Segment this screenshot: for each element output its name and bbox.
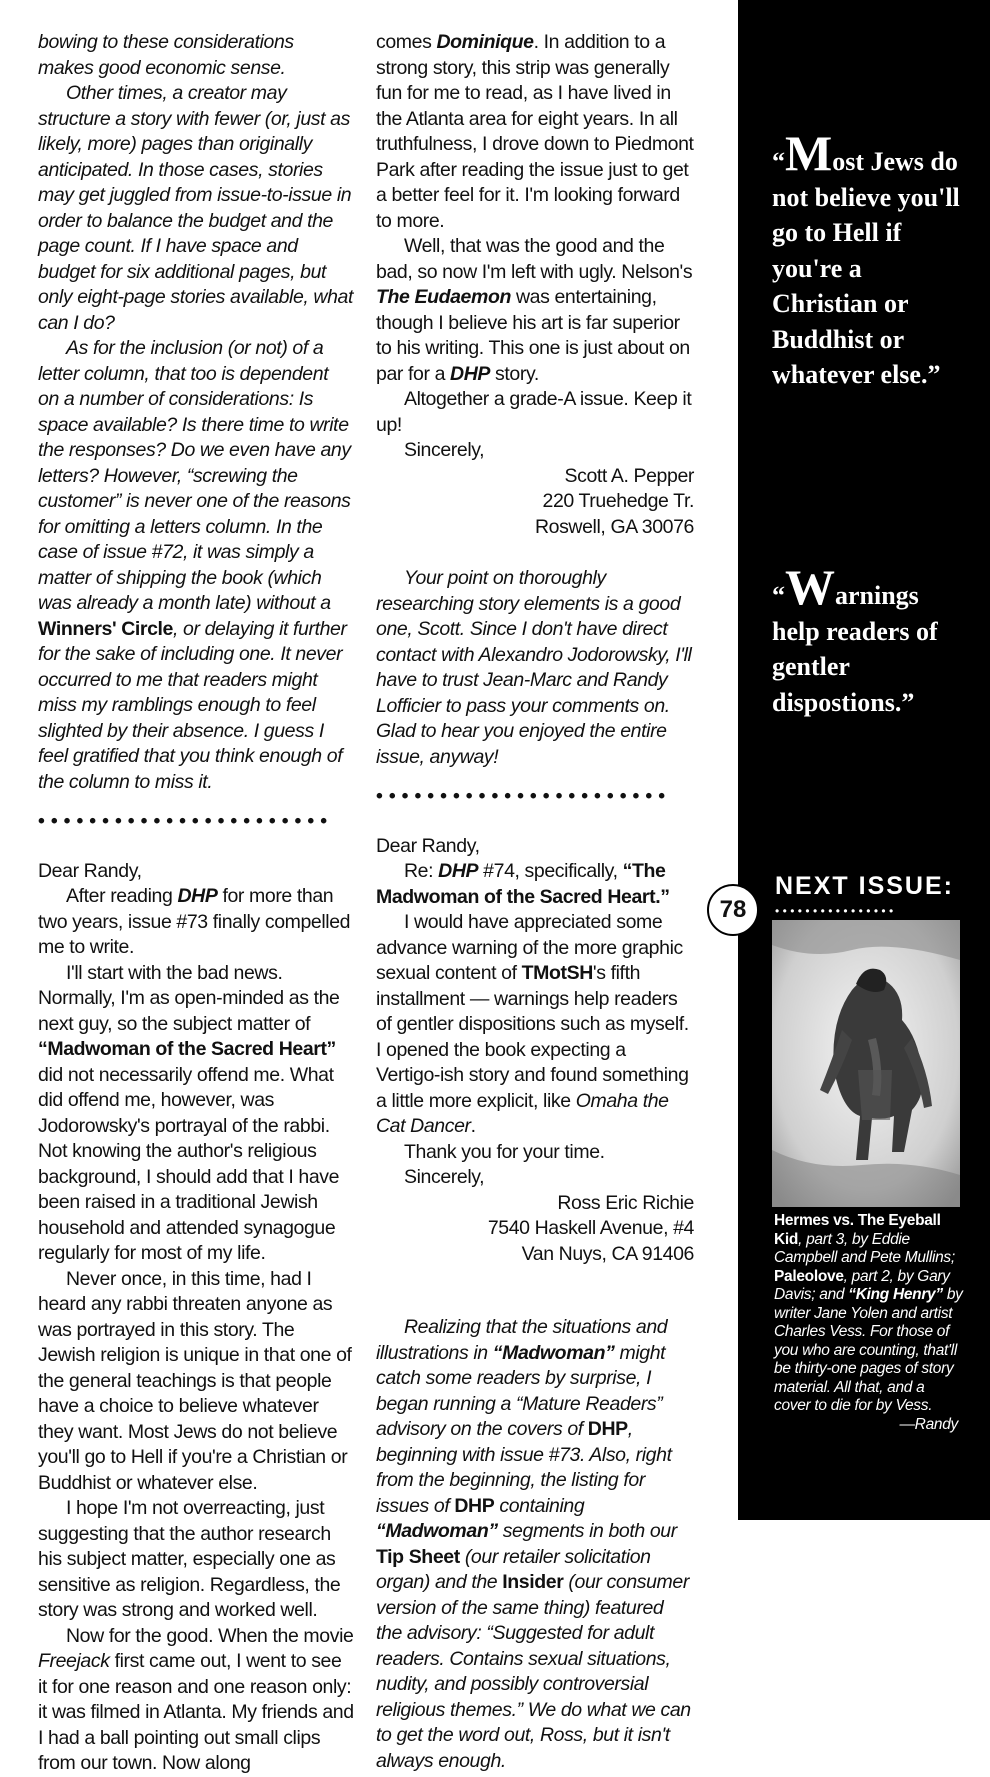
pull-quote-1: “Most Jews do not believe you'll go to Hell if you're a Christian or Buddhist or whatever else.” bbox=[772, 125, 960, 389]
intro-paragraph: bowing to these considerations makes good economic sense. bbox=[38, 31, 294, 79]
page-number: 78 bbox=[707, 884, 759, 936]
cover-illustration bbox=[772, 920, 960, 1207]
letter2-re: Re: DHP #74, specifically, “The Madwoman of the Sacred Heart.” bbox=[376, 860, 670, 908]
next-issue-signature: —Randy bbox=[899, 1415, 958, 1433]
letter1-paragraph: Now for the good. When the movie Freejack first came out, I went to see it for one reason and one reason only: it was filmed in Atlanta. My friends and I had a ball pointing out small clips from our town. Now along bbox=[38, 1624, 354, 1774]
next-issue-cover-image bbox=[772, 920, 960, 1207]
letter1-continued: comes Dominique. In addition to a strong story, this strip was generally fun for me to read, as I have lived in the Atlanta area for eight years. In all truthfulness, I drove down to Piedmont Park after reading the issue just to get a better feel for it. I'm looking forward to more. bbox=[376, 31, 694, 232]
letter2-address: Van Nuys, CA 91406 bbox=[521, 1242, 694, 1265]
letter1-continued: Well, that was the good and the bad, so now I'm left with ugly. Nelson's The Eudaemon was entertaining, though I believe his art is far superior to his writing. This one is just about on par for a DHP story. bbox=[376, 235, 693, 385]
letter1-continued: Altogether a grade-A issue. Keep it up! bbox=[376, 388, 692, 436]
letter1-paragraph: Never once, in this time, had I heard any rabbi threaten anyone as was portrayed in this story. The Jewish religion is unique in that one of the general teachings is that people have a choice to believe whatever they want. Most Jews do not believe you'll go to Hell if you're a Christian or Buddhist or whatever else. bbox=[38, 1267, 352, 1494]
letter1-paragraph: I'll start with the bad news. Normally, I'm as open-minded as the next guy, so the subject matter of “Madwoman of the Sacred Heart” did not necessarily offend me. What did offend me, however, was Jodorowsky's portrayal of the rabbi. Not knowing the author's religious background, I should add that I have been raised in a traditional Jewish household and attended synagogue regularly for most of my life. bbox=[38, 961, 340, 1264]
winners-circle-title: Winners' Circle bbox=[38, 617, 174, 640]
letter2-closing: Sincerely, bbox=[404, 1166, 485, 1188]
letter2-address: 7540 Haskell Avenue, #4 bbox=[487, 1217, 694, 1239]
letter2-signature: Ross Eric Richie bbox=[557, 1191, 694, 1214]
column-middle bbox=[376, 30, 694, 1774]
next-issue-heading: NEXT ISSUE: bbox=[775, 872, 954, 900]
letter2-paragraph: Thank you for your time. bbox=[404, 1140, 605, 1163]
letter1-paragraph: I hope I'm not overreacting, just suggesting that the author research his subject matter, especially one as sensitive as religion. Regardless, the story was strong and worked well. bbox=[38, 1497, 341, 1621]
intro-paragraph: As for the inclusion (or not) of a letter column, that too is dependent on a number of considerations: Is space available? Is there time to write the responses? Do we even have any letters? However, “screwing the customer” is never one of the reasons for omitting a letters column. In the case of issue #72, it was simply a matter of shipping the book (which was already a month late) without a Winners' Circle, or delaying it further for the sake of including one. It never occurred to me that readers might miss my ramblings enough to feel slighted by their absence. I guess I feel gratified that you think enough of the column to miss it. bbox=[38, 337, 351, 793]
pull-quote-2: “Warnings help readers of gentler dispostions.” bbox=[772, 559, 938, 717]
letter1-signature: Scott A. Pepper bbox=[564, 464, 694, 487]
next-issue-divider: •••••••••••••••• bbox=[775, 904, 897, 918]
editor-reply-1: Your point on thoroughly researching story elements is a good one, Scott. Since I don't have direct contact with Alexandro Jodorowsky, I'll have to trust Jean-Marc and Randy Lofficier to pass your comments on. Glad to hear you enjoyed the entire issue, anyway! bbox=[376, 567, 692, 768]
letter1-salutation: Dear Randy, bbox=[38, 859, 142, 882]
letter1-paragraph: After reading DHP for more than two years, issue #73 finally compelled me to write. bbox=[38, 885, 351, 958]
letter1-address: 220 Truehedge Tr. bbox=[542, 490, 694, 512]
next-issue-body: Hermes vs. The Eyeball Kid, part 3, by Eddie Campbell and Pete Mullins; Paleolove, part 2, by Gary Davis; and “King Henry” by writer Jane Yolen and artist Charles Vess. For those of you who are counting, that'll be thirty-one pages of story material. All that, and a cover to die for by Vess. bbox=[774, 1212, 963, 1414]
letter1-address: Roswell, GA 30076 bbox=[534, 515, 694, 538]
next-issue-description bbox=[774, 1212, 964, 1434]
letter2-salutation: Dear Randy, bbox=[376, 834, 480, 857]
letter2-paragraph: I would have appreciated some advance warning of the more graphic sexual content of TMotSH's fifth installment — warnings help readers of gentler dispositions such as myself. I opened the book expecting a Vertigo-ish story and found something a little more explicit, like Omaha the Cat Dancer. bbox=[376, 911, 689, 1137]
editor-reply-2: Realizing that the situations and illustrations in “Madwoman” might catch some readers by surprise, I began running a “Mature Readers” advisory on the covers of DHP, beginning with issue #73. Also, right from the beginning, the listing for issues of DHP containing “Madwoman” segments in both our Tip Sheet (our retailer solicitation organ) and the Insider (our consumer version of the same thing) featured the advisory: “Suggested for adult readers. Contains sexual situations, nudity, and possibly controversial religious themes.” We do what we can to get the word out, Ross, but it isn't always enough. bbox=[376, 1316, 691, 1772]
letter1-closing: Sincerely, bbox=[404, 439, 485, 461]
intro-paragraph: Other times, a creator may structure a story with fewer (or, just as likely, more) pages than originally anticipated. In those cases, stories may get juggled from issue-to-issue in order to balance the budget and the page count. If I have space and budget for six additional pages, but only eight-page stories available, what can I do? bbox=[38, 82, 354, 334]
section-divider: ••••••••••••••••••••••• bbox=[38, 810, 334, 832]
section-divider: ••••••••••••••••••••••• bbox=[376, 785, 672, 807]
column-left bbox=[38, 30, 354, 1777]
